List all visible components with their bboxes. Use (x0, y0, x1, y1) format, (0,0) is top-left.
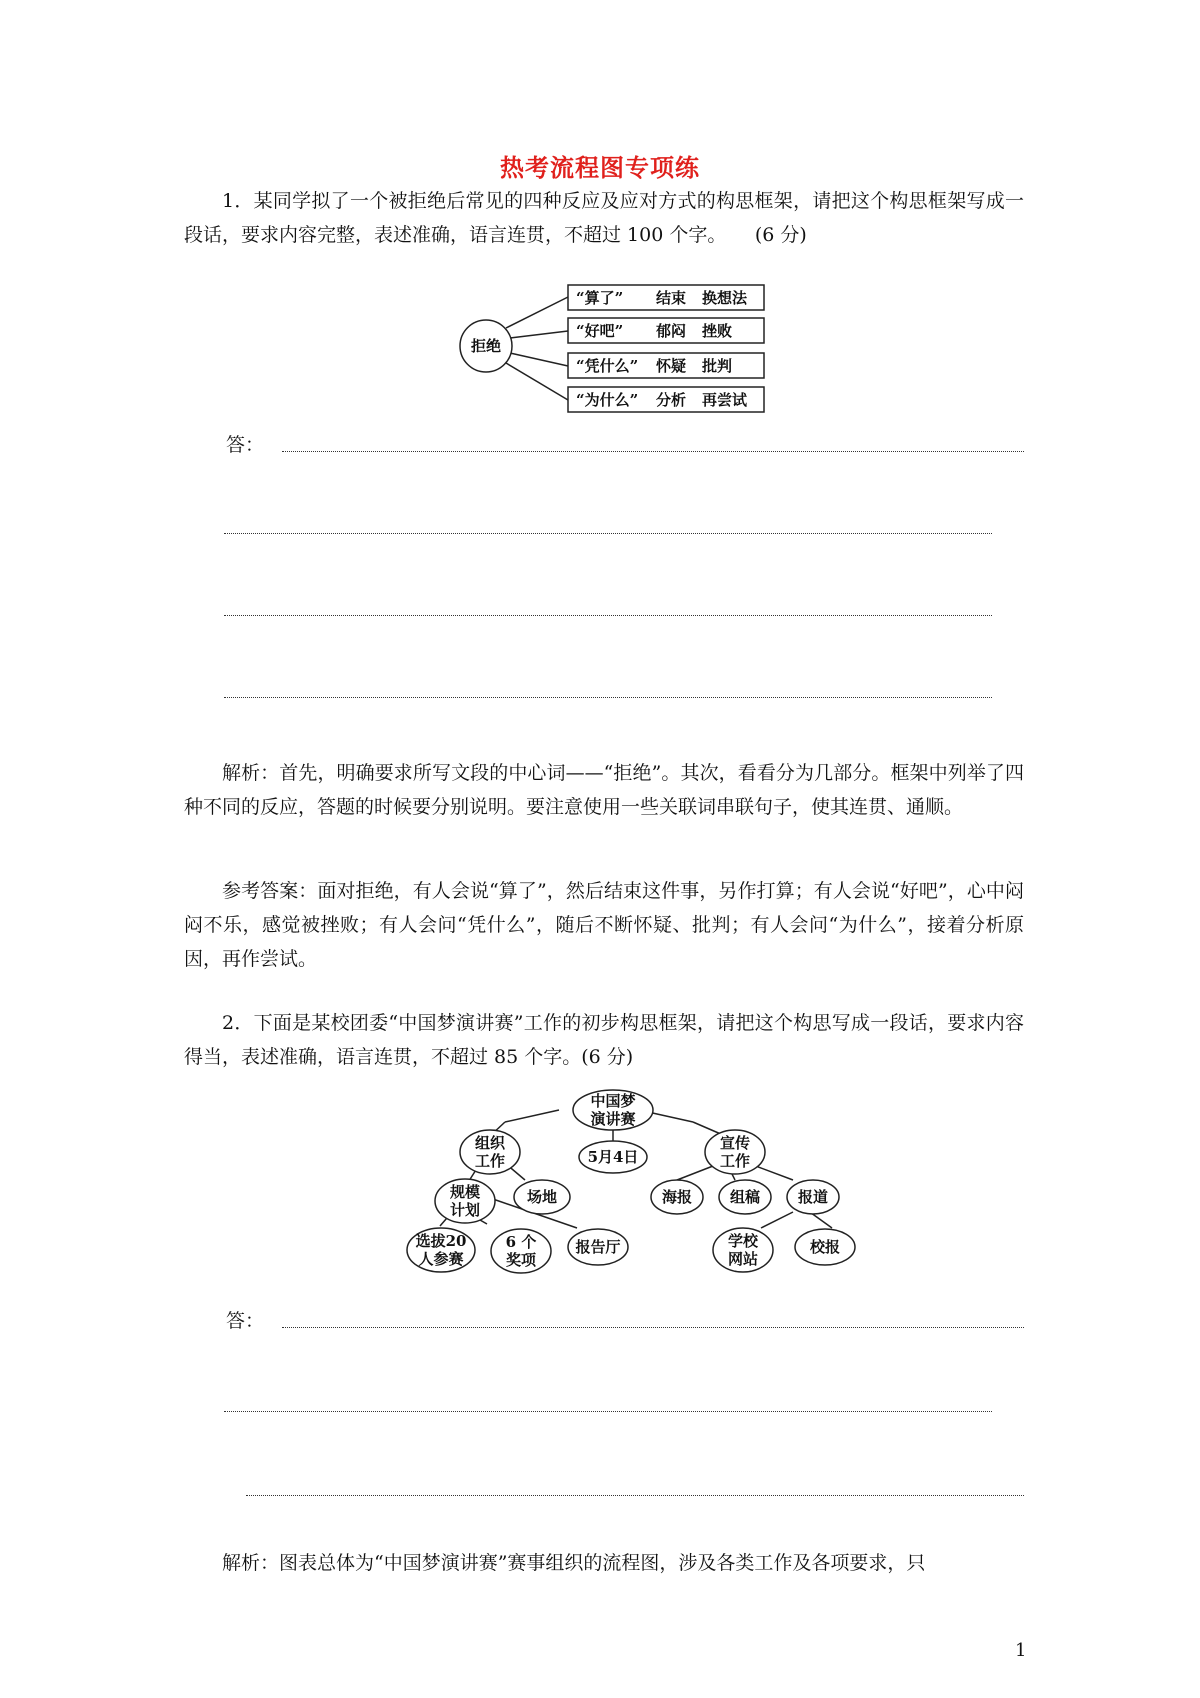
node-paper: 校报 (809, 1238, 841, 1256)
node-root: 中国梦 (590, 1092, 636, 1110)
answer-line[interactable] (224, 1411, 992, 1412)
node-scale: 规模 (449, 1183, 481, 1201)
answer-line[interactable] (282, 1327, 1024, 1328)
node-root: 演讲赛 (590, 1110, 636, 1128)
answer-line[interactable] (224, 615, 992, 616)
reaction-word: “凭什么” (576, 357, 639, 375)
answer-label: 答： (226, 434, 265, 456)
node-website: 网站 (727, 1250, 759, 1268)
answer-label: 答： (226, 1310, 265, 1332)
node-articles: 组稿 (729, 1188, 761, 1206)
reaction-result: 结束 (656, 289, 687, 307)
page-title: 热考流程图专项练 (500, 153, 700, 182)
diagram-center: 拒绝 (470, 337, 502, 355)
reaction-word: “算了” (576, 289, 624, 307)
node-promo: 工作 (719, 1152, 751, 1170)
node-org: 组织 (474, 1134, 506, 1152)
reaction-result: 分析 (656, 391, 687, 409)
question-1-text: 1．某同学拟了一个被拒绝后常见的四种反应及应对方式的构思框架，请把这个构思框架写成一段话，要求内容完整，表述准确，语言连贯，不超过 100 个字。 (6 分) (184, 190, 1024, 246)
node-select: 选拔20 (415, 1232, 467, 1250)
node-poster: 海报 (661, 1188, 693, 1206)
answer-line[interactable] (224, 697, 992, 698)
page-number: 1 (1015, 1640, 1027, 1661)
node-org: 工作 (474, 1152, 506, 1170)
node-awards: 奖项 (505, 1251, 537, 1269)
answer-line[interactable] (282, 451, 1024, 452)
node-venue: 场地 (526, 1188, 558, 1206)
reaction-response: 批判 (702, 357, 733, 375)
speech-contest-diagram (395, 1086, 885, 1291)
reaction-result: 郁闷 (656, 322, 687, 340)
node-hall: 报告厅 (575, 1238, 621, 1256)
node-website: 学校 (727, 1232, 759, 1250)
analysis-2: 解析：图表总体为“中国梦演讲赛”赛事组织的流程图，涉及各类工作及各项要求，只 (222, 1552, 926, 1574)
node-date: 5月4日 (587, 1148, 639, 1166)
analysis-1: 解析：首先，明确要求所写文段的中心词——“拒绝”。其次，看看分为几部分。框架中列举了四种不同的反应，答题的时候要分别说明。要注意使用一些关联词串联句子，使其连贯、通顺。 (184, 762, 1024, 818)
reaction-response: 换想法 (702, 289, 748, 307)
question-2-text: 2．下面是某校团委“中国梦演讲赛”工作的初步构思框架，请把这个构思写成一段话，要求内容得当，表述准确，语言连贯，不超过 85 个字。(6 分) (184, 1012, 1024, 1068)
node-scale: 计划 (449, 1201, 481, 1219)
reaction-response: 再尝试 (702, 391, 748, 409)
node-report: 报道 (797, 1188, 829, 1206)
reaction-result: 怀疑 (656, 357, 687, 375)
answer-line[interactable] (224, 533, 992, 534)
rejection-diagram (430, 280, 770, 420)
node-awards: 6 个 (505, 1233, 537, 1251)
reaction-word: “好吧” (576, 322, 624, 340)
node-select: 人参赛 (418, 1250, 464, 1268)
node-promo: 宣传 (719, 1134, 751, 1152)
reaction-response: 挫败 (702, 322, 733, 340)
answer-line[interactable] (246, 1495, 1024, 1496)
reaction-word: “为什么” (576, 391, 639, 409)
reference-answer-1: 参考答案：面对拒绝，有人会说“算了”，然后结束这件事，另作打算；有人会说“好吧”，心中闷闷不乐，感觉被挫败；有人会问“凭什么”，随后不断怀疑、批判；有人会问“为什么”，接着分析原因，再作尝试。 (184, 880, 1024, 970)
